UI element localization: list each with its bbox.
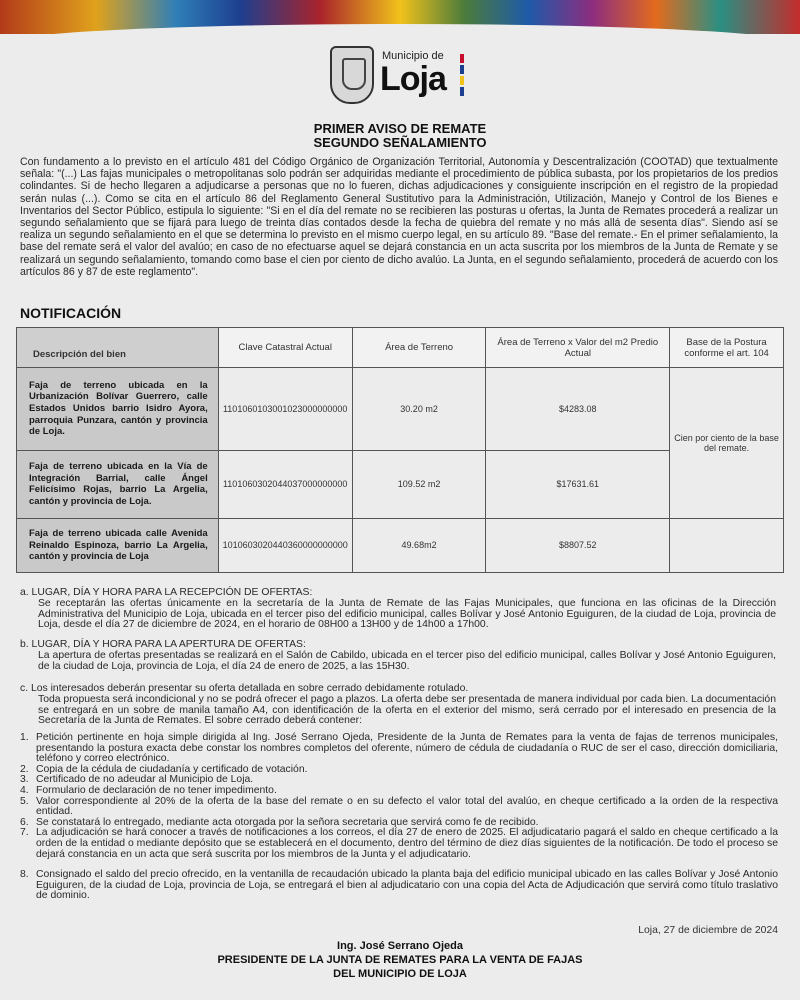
table-row (17, 450, 784, 518)
document-subtitle: SEGUNDO SEÑALAMIENTO (313, 135, 487, 150)
document-date: Loja, 27 de diciembre de 2024 (638, 925, 778, 936)
row-clave: 1101060302044037000000000 (218, 450, 352, 518)
intro-paragraph: Con fundamento a lo previsto en el artículo 481 del Código Orgánico de Organización Territorial, Autonomía y Descentralización (COOTAD) que textualmente señala: "(...) Las fajas municipales o metropolitanas solo podrán ser adquiridas mediante el procedimiento de pública subasta, por los propietarios de los predios colindantes. Si de hecho llegaren a adjudicarse a personas que no lo fueren, dichas adjudicaciones y consiguiente inscripción en el registro de la propiedad serán nulas (...). Como se cita en el artículo 86 del Reglamento General Sustitutivo para la Administración, Utilización, Manejo y Control de los Bienes e Inventarios del Sector Público, estipula lo siguiente: "Si en el día del remate no se recibieren las posturas u ofertas, la Junta de Remates procederá a realizar un segundo señalamiento que se fijará para luego de treinta días contados desde la fecha de quiebra del remate y no más allá de sesenta días". Siendo así se realiza un segundo señalamiento en el que se determina lo previsto en el mismo cuerpo legal, en su artículo 89. "Base del remate.- En el primer señalamiento, la base del remate será el valor del avalúo; en caso de no efectuarse aquel se dejará constancia en un acta suscrita por los miembros de la Junta de Remate y se realizará un segundo señalamiento, tomando como base el cien por ciento de dicho avalúo. La Junta, en el segundo señalamiento, procederá de acuerdo con los artículos 86 y 87 de este reglamento". (20, 156, 778, 278)
section-heading: a. LUGAR, DÍA Y HORA PARA LA RECEPCIÓN DE OFERTAS: (20, 587, 313, 598)
requirements-list (20, 733, 778, 902)
signatory-name: Ing. José Serrano Ojeda (337, 940, 463, 952)
item-text: Copia de la cédula de ciudadanía y certificado de votación. (36, 763, 308, 775)
section-presentacion-oferta (20, 684, 776, 727)
section-body: Se receptarán las ofertas únicamente en la secretaría de la Junta de Remate de las Fajas Municipales, que funciona en las oficinas de la Dirección Administrativa del Municipio de Loja, ubicada en el tercer piso del edificio municipal, calles Bolívar y José Antonio Eguiguren, de la ciudad de Loja, provincia de Loja, desde el día 27 de diciembre de 2024, en el horario de 08H00 a 13H00 y de 14h00 a 17h00. (38, 597, 776, 631)
item-number: 6. (20, 816, 29, 828)
section-body: La apertura de ofertas presentadas se realizará en el Salón de Cabildo, ubicada en el tercer piso del edificio municipal, calles Bolívar y José Antonio Eguiguren, de la ciudad de Loja, provincia de Loja, el día 24 de enero de 2025, a las 15H30. (38, 649, 776, 672)
signatory-role-cont: DEL MUNICIPIO DE LOJA (333, 968, 467, 980)
header-valor: Área de Terreno x Valor del m2 Predio Actual (486, 328, 670, 368)
decorative-color-band (0, 0, 800, 34)
row-valor: $8807.52 (486, 518, 670, 572)
document-title: PRIMER AVISO DE REMATE (313, 121, 487, 136)
item-number: 2. (20, 763, 29, 775)
row-clave: 1010603020440360000000000 (218, 518, 352, 572)
notificacion-heading: NOTIFICACIÓN (20, 305, 122, 321)
item-text: La adjudicación se hará conocer a través de notificaciones a los correos, el día 27 de enero de 2025. El adjudicatario pagará el saldo en cheque certificado a la orden de la entidad o mediante depósito que se establecerá en el documento, dentro del término de diez días siguientes de la notificación. De todo el proceso se dejará constancia en un acta que será suscrita por los miembros de la Junta y el adjudicatario. (36, 827, 778, 860)
list-item (20, 828, 778, 860)
logo-name: Loja (380, 60, 446, 98)
header-area: Área de Terreno (352, 328, 486, 368)
row-descripcion: Faja de terreno ubicada calle Avenida Reinaldo Espinoza, barrio La Argelia, cantón y provincia de Loja (17, 518, 219, 572)
item-text: Valor correspondiente al 20% de la oferta de la base del remate o en su defecto el valor total del avalúo, en cheque certificado a la orden de la respectiva entidad. (36, 795, 778, 818)
logo-caption: Municipio de (382, 50, 444, 62)
coat-of-arms-icon (330, 46, 374, 104)
row-clave: 1101060103001023000000000 (218, 368, 352, 451)
section-heading: b. LUGAR, DÍA Y HORA PARA LA APERTURA DE OFERTAS: (20, 639, 306, 650)
item-text: Petición pertinente en hoja simple dirigida al Ing. José Serrano Ojeda, Presidente de la Junta de Remates para la venta de fajas de terrenos municipales, presentando la postura exacta debe constar los nombres completos del oferente, número de cédula de ciudadanía o RUC de ser el caso, dirección domiciliaria, teléfono y correo electrónico. (36, 732, 778, 765)
table-row (17, 518, 784, 572)
item-number: 1. (20, 732, 29, 743)
list-item (20, 870, 778, 902)
list-item (20, 797, 778, 818)
logo-stripes (460, 54, 470, 96)
item-number: 4. (20, 784, 29, 796)
item-text: Consignado el saldo del precio ofrecido, en la ventanilla de recaudación ubicado la planta baja del edificio municipal ubicado en las calles Bolívar y José Antonio Eguiguren, de la ciudad de Loja, provincia de Loja, se entregará el bien al adjudicatario con una copia del Acta de Adjudicación que servirá como título traslativo de dominio. (36, 869, 778, 902)
table-row (17, 368, 784, 451)
signatory-role: PRESIDENTE DE LA JUNTA DE REMATES PARA LA VENTA DE FAJAS (217, 954, 583, 966)
table-header-row (17, 328, 784, 368)
section-body: Toda propuesta será incondicional y no se podrá ofrecer el pago a plazos. La oferta debe ser presentada de manera individual por cada bien. La documentación se entregará en un sobre de manila tamaño A4, con identificación de la oferta en el exterior del mismo, será cerrado por el interesado en presencia de la Secretaría de la Junta de Remates. El sobre cerrado deberá contener: (38, 693, 776, 727)
section-apertura-ofertas (20, 640, 776, 672)
row-area: 30.20 m2 (352, 368, 486, 451)
header-base: Base de la Postura conforme el art. 104 (670, 328, 784, 368)
header-clave: Clave Catastral Actual (218, 328, 352, 368)
row-descripcion: Faja de terreno ubicada en la Vía de Integración Barrial, calle Ángel Felicísimo Rojas, barrio La Argelia, cantón y provincia de Loja. (17, 450, 219, 518)
header-descripcion: Descripción del bien (17, 328, 219, 368)
row-valor: $17631.61 (486, 450, 670, 518)
row-area: 109.52 m2 (352, 450, 486, 518)
list-item (20, 786, 778, 797)
list-item (20, 733, 778, 765)
item-number: 5. (20, 795, 29, 807)
row-base: Cien por ciento de la base del remate. (670, 368, 784, 519)
section-heading: c. Los interesados deberán presentar su oferta detallada en sobre cerrado debidamente rotulado. (20, 683, 469, 694)
item-text: Formulario de declaración de no tener impedimento. (36, 784, 277, 796)
bienes-table (16, 327, 784, 573)
row-descripcion: Faja de terreno ubicada en la Urbanización Bolívar Guerrero, calle Estados Unidos barrio Isidro Ayora, parroquia Punzara, cantón y provincia de Loja. (17, 368, 219, 451)
row-area: 49.68m2 (352, 518, 486, 572)
municipio-logo (330, 44, 480, 108)
item-text: Certificado de no adeudar al Municipio de Loja. (36, 774, 254, 786)
row-valor: $4283.08 (486, 368, 670, 451)
item-text: Se constatará lo entregado, mediante acta otorgada por la señora secretaria que servirá como fe de recibido. (36, 816, 539, 828)
item-number: 3. (20, 774, 29, 786)
row-base-empty (670, 518, 784, 572)
item-number: 7. (20, 827, 29, 839)
item-number: 8. (20, 869, 29, 881)
section-recepcion-ofertas (20, 588, 776, 631)
